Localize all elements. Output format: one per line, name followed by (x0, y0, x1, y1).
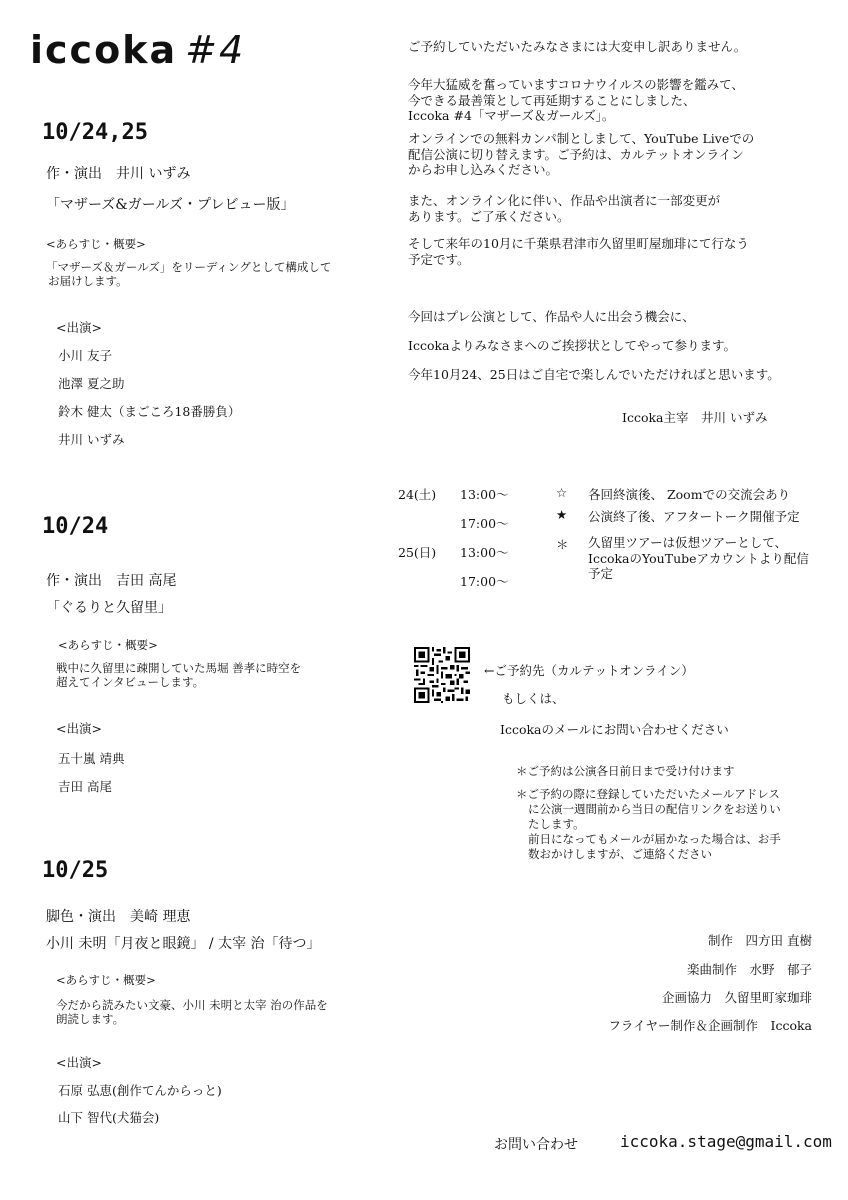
note-text: 各回終演後、 Zoomでの交流会あり (588, 487, 791, 502)
sec2-cast-item: 五十嵐 靖典 (58, 751, 125, 766)
notice-line: ご予約していただいたみなさまには大変申し訳ありません。 (408, 39, 747, 54)
notice-p6: 今回はプレ公演として、作品や人に出会う機会に、 (408, 309, 695, 324)
sec2-synopsis (56, 661, 301, 690)
sec2-cast-label: <出演> (56, 721, 102, 736)
reservation-note-line: 前日になってもメールが届かなった場合は、お手 (528, 831, 781, 846)
sec1-synopsis-label: <あらすじ・概要> (46, 237, 146, 251)
reservation-mail: Iccokaのメールにお問い合わせください (500, 722, 729, 737)
sec3-title: 小川 未明「月夜と眼鏡」 / 太宰 治「待つ」 (46, 936, 321, 952)
notice-p4 (408, 193, 720, 224)
schedule-time: 17:00～ (460, 516, 509, 531)
reservation-arrow: ←ご予約先（カルテットオンライン） (484, 663, 694, 678)
notice-p8: 今年10月24、25日はご自宅で楽しんでいただければと思います。 (408, 367, 780, 382)
sec2-synopsis-line: 超えてインタビューします。 (56, 675, 205, 690)
sec1-cast-item: 小川 友子 (58, 348, 112, 363)
sec1-synopsis-line: お届けします。 (48, 274, 128, 289)
reservation-note-line: 数おかけしますが、ご連絡ください (528, 846, 712, 861)
sec2-synopsis-line: 戦中に久留里に疎開していた馬堀 善孝に時空を (56, 661, 302, 675)
reservation-or: もしくは、 (502, 691, 565, 706)
sec2-date: 10/24 (42, 514, 109, 539)
qr-code[interactable] (414, 647, 470, 703)
signature: Iccoka主宰 井川 いずみ (622, 410, 768, 425)
note-line: 久留里ツアーは仮想ツアーとして、 (588, 535, 788, 550)
sec3-cast-item: 山下 智代(犬猫会) (58, 1110, 160, 1125)
schedule-day1: 24(土) (398, 487, 437, 502)
notice-line: オンラインでの無料カンパ制としまして、YouTube Liveでの (408, 131, 755, 146)
notice-line: そして来年の10月に千葉県君津市久留里町屋珈琲にて行なう (408, 236, 749, 251)
sec3-synopsis-line: 朗読します。 (56, 1012, 125, 1027)
notice-line: 今年大猛威を奮っていますコロナウイルスの影響を鑑みて、 (408, 77, 744, 92)
notice-line: からお申し込みください。 (408, 162, 559, 178)
sec1-title: 「マザーズ&ガールズ・プレビュー版」 (46, 197, 295, 213)
reservation-note-line: に公演一週間前から当日の配信リンクをお送りい (528, 801, 781, 816)
sec2-title: 「ぐるりと久留里」 (46, 600, 172, 616)
credit-item: フライヤー制作＆企画制作 Iccoka (608, 1018, 812, 1033)
sec3-cast-label: <出演> (56, 1055, 102, 1070)
reservation-note-line: たします。 (528, 816, 585, 831)
sec3-synopsis (56, 998, 328, 1027)
notice-line: 予定です。 (408, 251, 470, 267)
sec3-date: 10/25 (42, 858, 109, 883)
sec1-date: 10/24,25 (42, 120, 148, 145)
logo (30, 28, 245, 72)
note-line: IccokaのYouTubeアカウントより配信 (588, 550, 809, 566)
schedule-time: 13:00～ (460, 545, 509, 560)
note-mark: ＊ (556, 537, 569, 552)
contact-email[interactable]: iccoka.stage@gmail.com (620, 1132, 832, 1151)
sec3-synopsis-label: <あらすじ・概要> (56, 973, 156, 987)
schedule-day2: 25(日) (398, 545, 437, 560)
credit-item: 楽曲制作 水野 郁子 (686, 962, 812, 977)
schedule-time: 13:00～ (460, 487, 509, 502)
notice-line: Iccoka #4「マザーズ＆ガールズ」。 (408, 108, 615, 124)
notice-p1 (408, 39, 746, 55)
sec1-cast-item: 池澤 夏之助 (58, 376, 125, 391)
sec2-cast-item: 吉田 高尾 (58, 779, 112, 794)
sec1-synopsis (46, 260, 331, 289)
notice-p3 (408, 131, 754, 178)
sec3-director: 脚色・演出 美崎 理恵 (46, 909, 191, 925)
credit-item: 制作 四方田 直樹 (708, 933, 812, 948)
logo-name: iccoka (30, 28, 178, 72)
notice-line: 今できる最善策として再延期することにしました、 (408, 92, 696, 108)
sec1-synopsis-line: 「マザーズ＆ガールズ」をリーディングとして構成して (46, 260, 332, 274)
notice-p2 (408, 77, 744, 124)
notice-line: あります。ご了承ください。 (408, 208, 570, 224)
reservation-note2 (516, 787, 781, 862)
sec2-director: 作・演出 吉田 高尾 (46, 573, 177, 589)
notice-p7: Iccokaよりみなさまへのご挨拶状としてやって参ります。 (408, 338, 736, 353)
note-mark: ☆ (556, 485, 568, 500)
reservation-note1: ＊ご予約は公演各日前日まで受け付けます (516, 764, 735, 778)
sec1-cast-label: <出演> (56, 320, 102, 335)
sec2-synopsis-label: <あらすじ・概要> (58, 638, 158, 652)
notice-p5 (408, 236, 749, 267)
sec1-director: 作・演出 井川 いずみ (46, 166, 191, 182)
note-text: 公演終了後、アフタートーク開催予定 (588, 509, 800, 524)
sec1-cast-item: 鈴木 健太（まごころ18番勝負） (58, 404, 241, 419)
note-text (588, 535, 809, 582)
schedule-time: 17:00～ (460, 574, 509, 589)
logo-number: #4 (185, 28, 246, 72)
note-line: 予定 (588, 566, 614, 582)
note-mark: ★ (556, 507, 568, 522)
sec1-cast-item: 井川 いずみ (58, 432, 125, 447)
reservation-note-line: ＊ご予約の際に登録していただいたメールアドレス (516, 787, 780, 801)
sec3-synopsis-line: 今だから読みたい文豪、小川 未明と太宰 治の作品を (56, 998, 328, 1012)
contact-label: お問い合わせ (494, 1137, 578, 1153)
notice-line: 配信公演に切り替えます。ご予約は、カルテットオンライン (408, 146, 744, 162)
credit-item: 企画協力 久留里町家珈琲 (661, 990, 812, 1005)
sec3-cast-item: 石原 弘恵(創作てんからっと) (58, 1083, 222, 1098)
notice-line: また、オンライン化に伴い、作品や出演者に一部変更が (408, 193, 721, 208)
